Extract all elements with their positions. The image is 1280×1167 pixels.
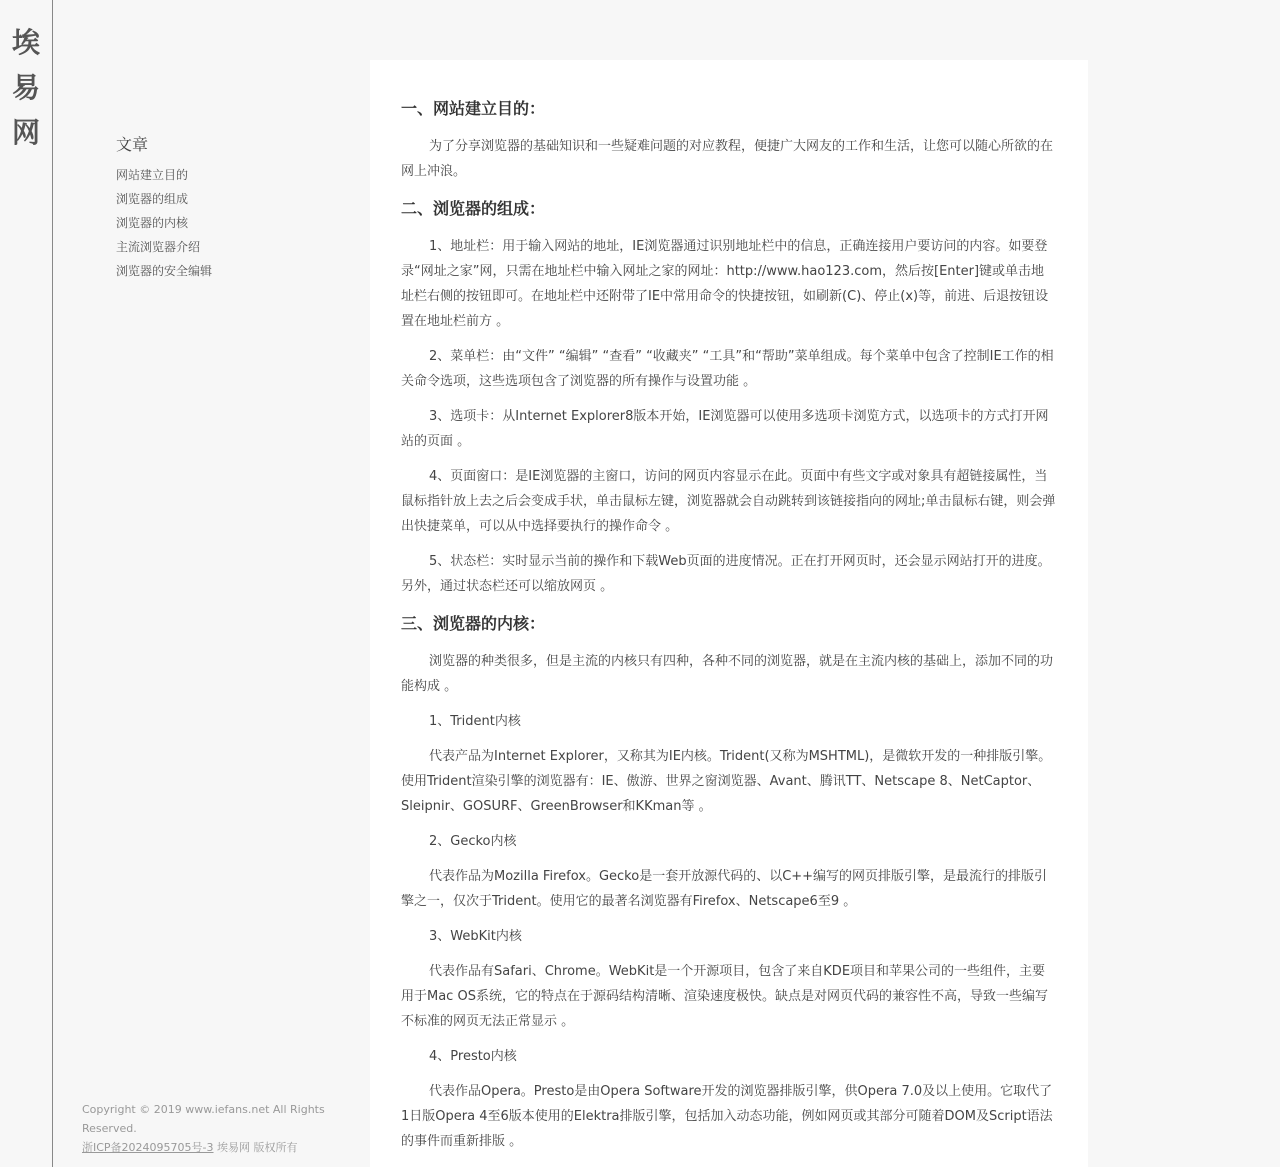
- logo-char-1: 埃: [11, 26, 40, 59]
- paragraph: 1、地址栏：用于输入网站的地址，IE浏览器通过识别地址栏中的信息，正确连接用户要访问的内容。如要登录“网址之家”网，只需在地址栏中输入网址之家的网址：http://www.hao123.com，然后按[Enter]键或单击地址栏右侧的按钮即可。在地址栏中还附带了IE中常用命令的快捷按钮，如刷新(C)、停止(x)等，前进、后退按钮设置在地址栏前方 。: [401, 239, 1049, 329]
- subheading-gecko: 2、Gecko内核: [429, 834, 517, 849]
- toc-item-security[interactable]: 浏览器的安全编辑: [116, 264, 213, 278]
- toc-item-kernel[interactable]: 浏览器的内核: [116, 216, 189, 230]
- subheading-webkit: 3、WebKit内核: [429, 929, 522, 944]
- subheading-presto: 4、Presto内核: [429, 1049, 517, 1064]
- heading-kernel: 三、浏览器的内核：: [401, 614, 546, 633]
- paragraph: 4、页面窗口：是IE浏览器的主窗口，访问的网页内容显示在此。页面中有些文字或对象具有超链接属性，当鼠标指针放上去之后会变成手状，单击鼠标左键，浏览器就会自动跳转到该链接指向的网址;单击鼠标右键，则会弹出快捷菜单，可以从中选择要执行的操作命令 。: [401, 469, 1056, 534]
- toc-item-composition[interactable]: 浏览器的组成: [116, 192, 189, 206]
- left-bar: [0, 0, 53, 1167]
- heading-composition: 二、浏览器的组成：: [401, 199, 546, 218]
- toc-title: 文章: [116, 135, 149, 154]
- paragraph: 浏览器的种类很多，但是主流的内核只有四种，各种不同的浏览器，就是在主流内核的基础上，添加不同的功能构成 。: [401, 654, 1054, 694]
- paragraph: 3、选项卡：从Internet Explorer8版本开始，IE浏览器可以使用多选项卡浏览方式，以选项卡的方式打开网站的页面 。: [401, 409, 1049, 449]
- logo-char-3: 网: [11, 116, 40, 149]
- article-toc: [116, 132, 316, 283]
- footer: [82, 1100, 372, 1157]
- subheading-trident: 1、Trident内核: [429, 714, 521, 729]
- paragraph: 代表作品为Mozilla Firefox。Gecko是一套开放源代码的、以C++编写的网页排版引擎，是最流行的排版引擎之一，仅次于Trident。使用它的最著名浏览器有Firefox、Netscape6至9 。: [401, 869, 1048, 909]
- footer-icp-line: [82, 1138, 372, 1157]
- footer-owner: 埃易网 版权所有: [213, 1141, 298, 1154]
- toc-item-purpose[interactable]: 网站建立目的: [116, 168, 189, 182]
- paragraph: 为了分享浏览器的基础知识和一些疑难问题的对应教程，便捷广大网友的工作和生活，让您可以随心所欲的在网上冲浪。: [401, 139, 1054, 179]
- heading-purpose: 一、网站建立目的：: [401, 99, 546, 118]
- icp-link[interactable]: 浙ICP备2024095705号-3: [82, 1141, 214, 1154]
- paragraph: 代表产品为Internet Explorer，又称其为IE内核。Trident(又称为MSHTML)，是微软开发的一种排版引擎。使用Trident渲染引擎的浏览器有：IE、傲游、世界之窗浏览器、Avant、腾讯TT、Netscape 8、NetCaptor、Sleipnir、GOSURF、GreenBrowser和KKman等 。: [401, 749, 1052, 814]
- toc-item-mainstream[interactable]: 主流浏览器介绍: [116, 240, 201, 254]
- paragraph: 代表作品有Safari、Chrome。WebKit是一个开源项目，包含了来自KDE项目和苹果公司的一些组件，主要用于Mac OS系统，它的特点在于源码结构清晰、渲染速度极快。缺点是对网页代码的兼容性不高，导致一些编写不标准的网页无法正常显示 。: [401, 964, 1048, 1029]
- article: [370, 60, 1088, 1167]
- footer-copyright: Copyright © 2019 www.iefans.net All Rights Reserved.: [82, 1103, 325, 1135]
- paragraph: 2、菜单栏：由“文件” “编辑” “查看” “收藏夹” “工具”和“帮助”菜单组成。每个菜单中包含了控制IE工作的相关命令选项，这些选项包含了浏览器的所有操作与设置功能 。: [401, 349, 1054, 389]
- logo-char-2: 易: [11, 71, 40, 104]
- site-logo[interactable]: [10, 20, 42, 155]
- paragraph: 5、状态栏：实时显示当前的操作和下载Web页面的进度情况。正在打开网页时，还会显示网站打开的进度。另外，通过状态栏还可以缩放网页 。: [401, 554, 1051, 594]
- paragraph: 代表作品Opera。Presto是由Opera Software开发的浏览器排版引擎，供Opera 7.0及以上使用。它取代了1日版Opera 4至6版本使用的Elektra排版引擎，包括加入动态功能，例如网页或其部分可随着DOM及Script语法的事件而重新排版 。: [401, 1084, 1053, 1149]
